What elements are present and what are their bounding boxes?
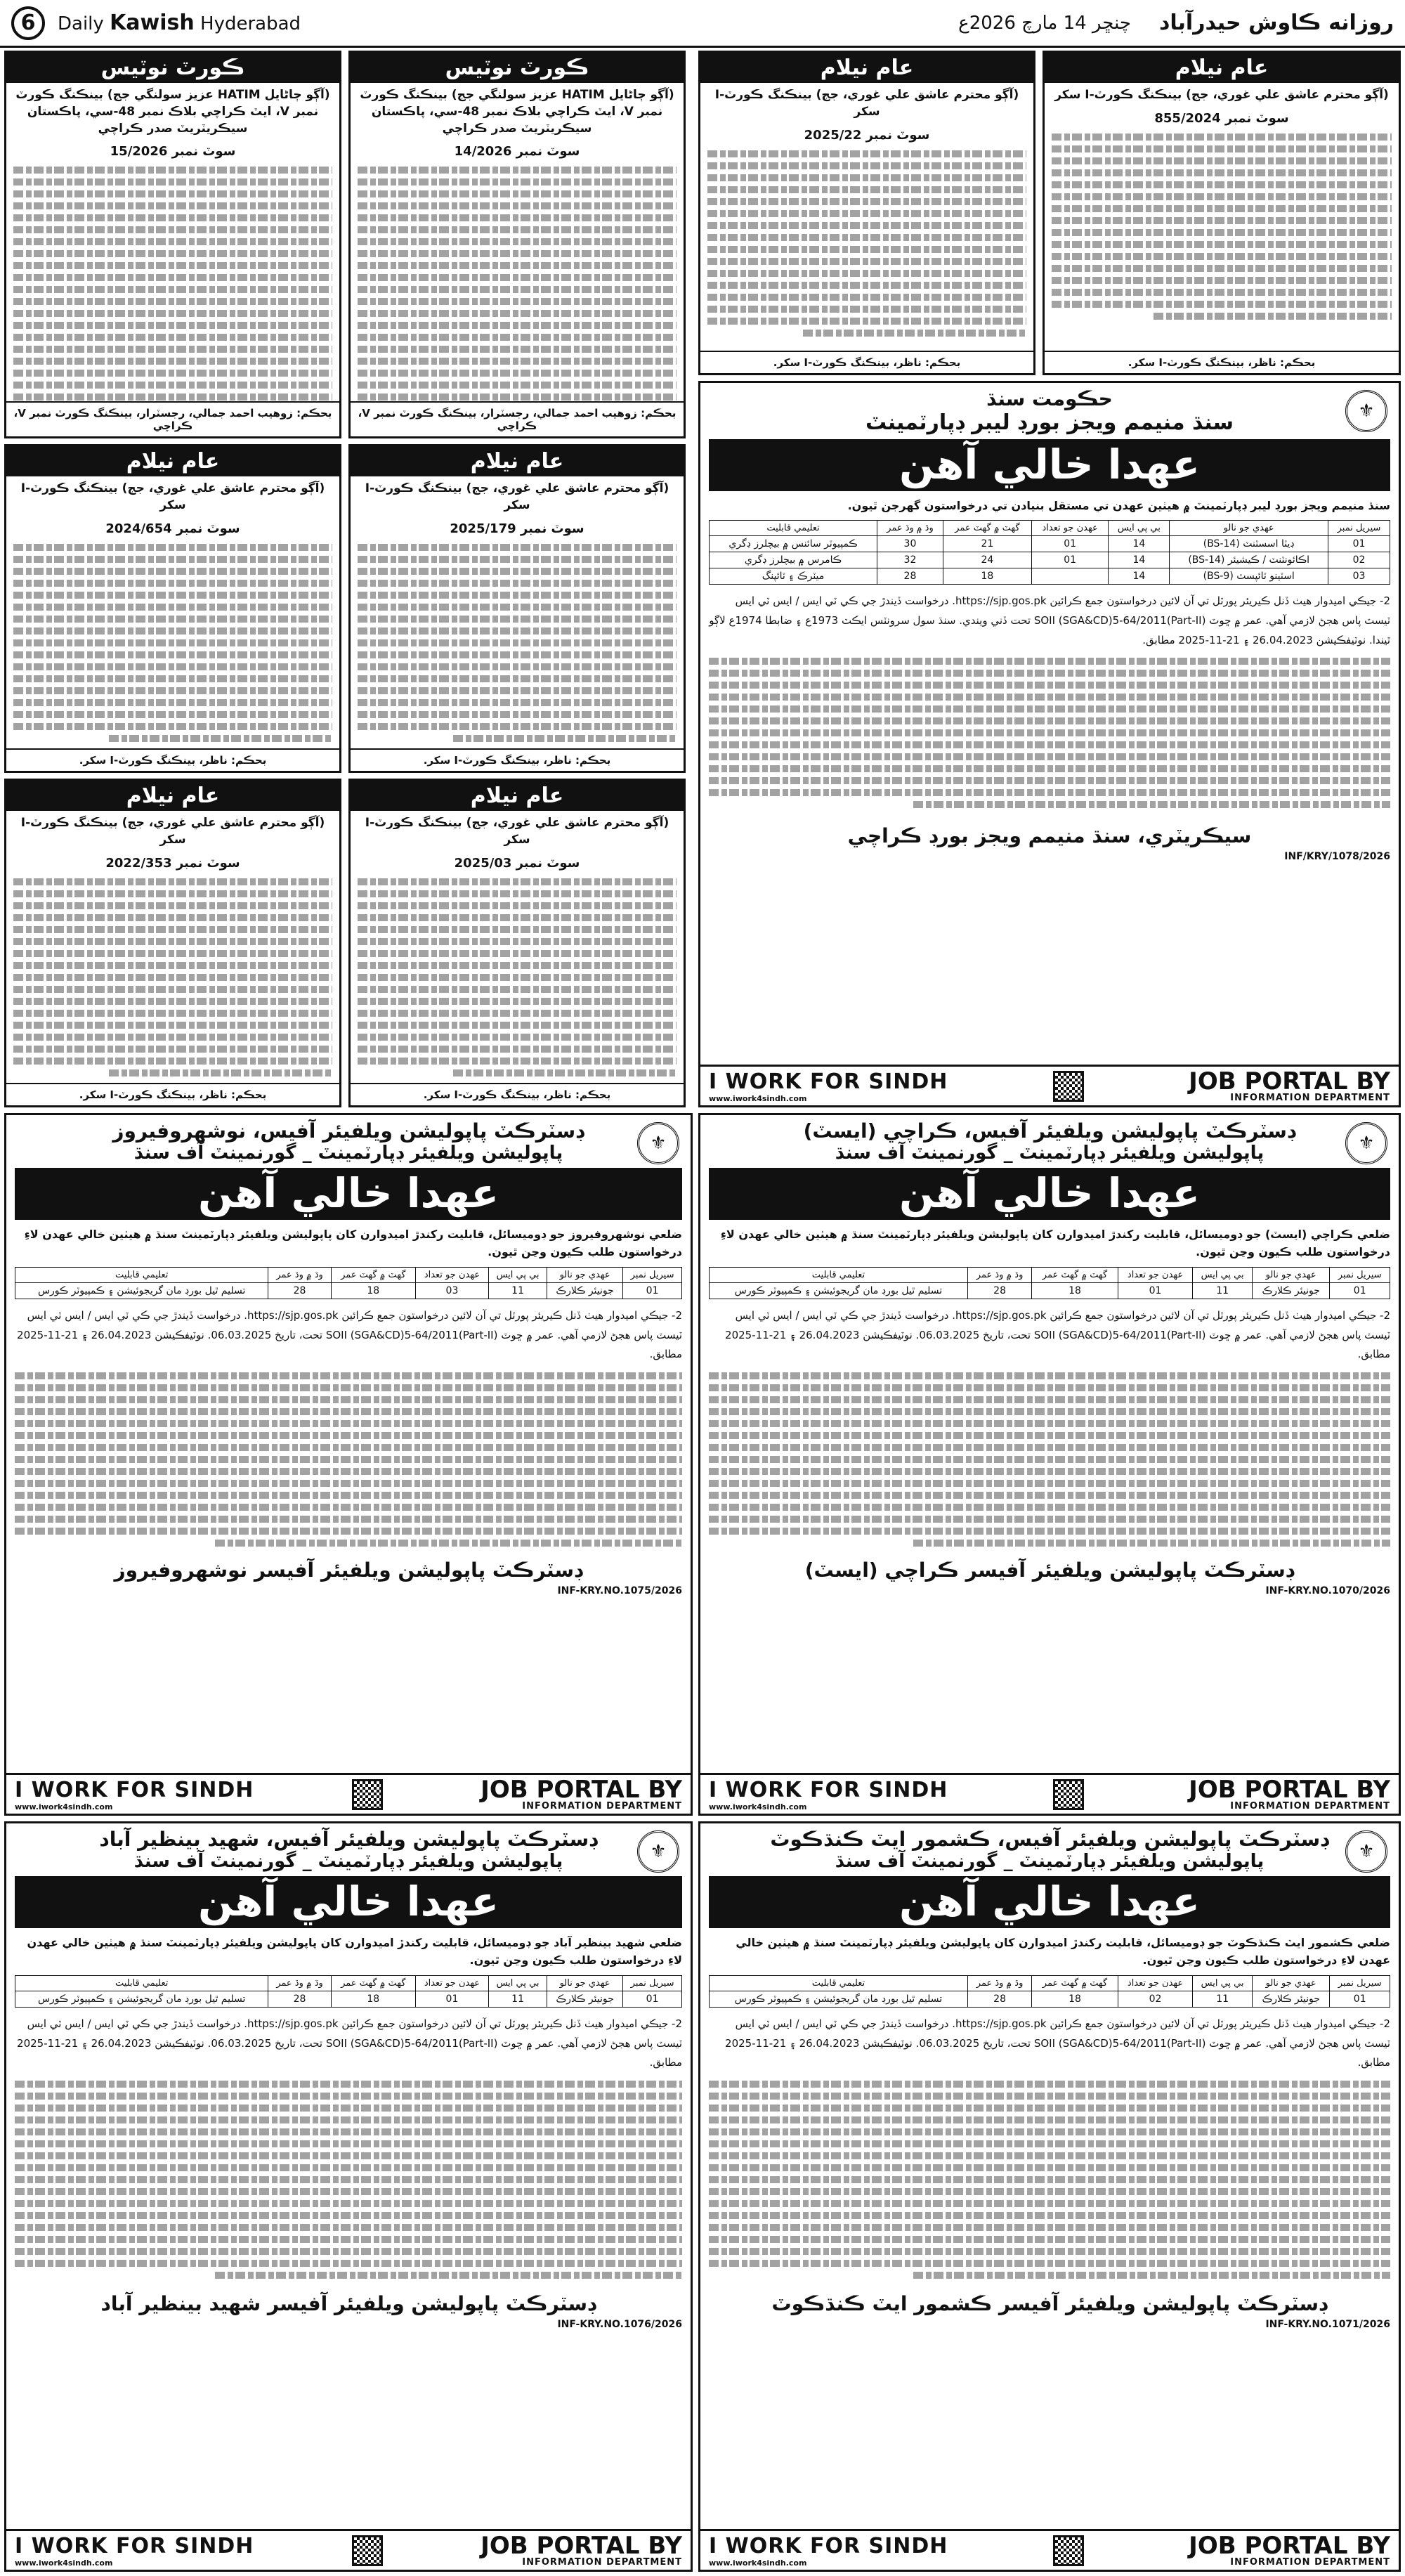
auction-case: سوٽ نمبر 2024/654 [105,521,240,536]
col-header: سيريل نمبر [623,1267,682,1282]
cell: ميٽرڪ ۽ ٽائپنگ [710,568,877,585]
col-header: بي پي ايس [1109,521,1170,536]
auction-body [6,878,339,1076]
ad-organization [6,1115,691,1164]
ad-terms: 2- جيڪي اميدوار هيٺ ڏنل ڪيريئر پورٽل تي آن لائين درخواستون جمع ڪرائين https://sjp.gos.pk. درخواست ڏيندڙ جي ڪي ٽي ايس / ايس ٽي ايس ٽيسٽ پاس هجڻ لازمي آهي. عمر ۾ ڇوٽ SOII (SGA&CD)5-64/2011(Part-II) تحت، تاريخ 06.03.2025. نوٽيفڪيشن 26.04.2023 ۽ 21-11-2025 مطابق. [17,1308,682,1361]
ad-org-line2: پاپوليشن ويلفيئر ڊپارٽمينٽ _ گورنمينٽ آف سنڌ [835,1851,1264,1872]
portal-right-text: JOB PORTAL BY [1189,1067,1390,1095]
masthead-city: Hyderabad [200,13,301,34]
vacancy-banner: عهدا خالي آهن [709,439,1390,491]
ad-organization [700,1115,1399,1164]
col-header: بي پي ايس [1193,1267,1253,1282]
portal-right-text: JOB PORTAL BY [481,1776,682,1804]
portal-left-text: I WORK FOR SINDH [709,1777,948,1802]
cell: تسليم ٿيل بورڊ مان گريجوئيشن ۽ ڪمپيوٽر ڪورس [710,1991,968,2007]
col-header: تعليمي قابليت [15,1975,268,1991]
job-portal-banner [700,1773,1399,1814]
auction-title: عام نيلام [351,781,684,811]
qr-code-icon [352,2535,383,2566]
auction-subheading: (آڳو محترم عاشق علي غوري، جج) بينڪنگ ڪورٽ-I سکر [1054,88,1389,102]
cell: 01 [1031,552,1109,568]
cell: 14 [1109,552,1170,568]
ad-signature: سيڪريٽري، سنڌ منيمم ويجز بورڊ ڪراچي [847,824,1252,848]
cell: 30 [877,536,943,552]
ad-org-line2: سنڌ منيمم ويجز بورڊ ليبر ڊپارٽمينٽ [865,410,1234,435]
cell: 03 [415,1282,488,1299]
col-header: گهٽ ۾ گهٽ عمر [331,1267,415,1282]
court-notice-subheading: (آڳو ڄاڻايل HATIM عزيز سولنگي جج) بينڪنگ ڪورٽ نمبر V، ايٽ ڪراچي بلاڪ نمبر 48-سي، پاڪستان سيڪريٽريٽ صدر ڪراچي [360,88,674,136]
auction-case: سوٽ نمبر 2025/03 [454,855,580,871]
auction-body [351,544,684,742]
auction-subheading: (آڳو محترم عاشق علي غوري، جج) بينڪنگ ڪورٽ-I سکر [365,816,669,847]
col-header: تعليمي قابليت [710,1267,968,1282]
table-row [15,1991,682,2007]
page-number: 6 [11,6,45,40]
cell: ڪامرس ۾ بيچلرز ڊگري [710,552,877,568]
auction-footer: بحڪم: ناظر، بينڪنگ ڪورٽ-I سکر. [351,1083,684,1105]
court-notice-body [351,167,684,412]
cell: اسٽينو ٽائپسٽ (BS-9) [1170,568,1328,585]
court-notice-case: سوٽ نمبر 15/2026 [110,144,236,160]
auction-title: عام نيلام [6,781,339,811]
portal-left [709,1069,948,1103]
vacancy-table [15,1975,682,2008]
portal-url: www.iwork4sindh.com [709,1093,807,1103]
portal-right [481,2534,682,2567]
auction-footer: بحڪم: ناظر، بينڪنگ ڪورٽ-I سکر. [6,748,339,771]
col-header: عهدن جو تعداد [415,1975,488,1991]
court-notice-footer: بحڪم: زوهيب احمد جمالي، رجسٽرار، بينڪنگ ڪورٽ نمبر V، ڪراچي [351,401,684,436]
cell: تسليم ٿيل بورڊ مان گريجوئيشن ۽ ڪمپيوٽر ڪورس [15,1991,268,2007]
vacancy-banner: عهدا خالي آهن [709,1168,1390,1220]
col-header: عهدن جو تعداد [1118,1975,1193,1991]
portal-left [15,1778,254,1811]
cell: 28 [877,568,943,585]
cell: جونيئر ڪلارڪ [1252,1282,1329,1299]
auction-notice-5 [4,779,341,1107]
masthead-kawish: Kawish [110,11,195,35]
cell: جونيئر ڪلارڪ [547,1282,622,1299]
portal-dept: INFORMATION DEPARTMENT [522,2557,682,2568]
col-header: وڌ ۾ وڌ عمر [268,1267,331,1282]
court-notice-1 [4,51,341,438]
col-header: عهدي جو نالو [1170,521,1328,536]
job-portal-banner [700,1065,1399,1105]
col-header: عهدي جو نالو [1252,1267,1329,1282]
cell: 32 [877,552,943,568]
court-notice-footer: بحڪم: زوهيب احمد جمالي، رجسٽرار، بينڪنگ ڪورٽ نمبر V، ڪراچي [6,401,339,436]
table-row [710,1991,1390,2007]
col-header: گهٽ ۾ گهٽ عمر [1032,1975,1118,1991]
job-portal-banner [6,1773,691,1814]
auction-case: سوٽ نمبر 2022/353 [105,855,240,871]
cell: 24 [943,552,1031,568]
auction-notice-4 [348,444,686,773]
court-notice-body [6,167,339,412]
cell: 14 [1109,568,1170,585]
auction-body [1045,134,1399,320]
court-notice-subheading: (آڳو ڄاڻايل HATIM عزيز سولنگي جج) بينڪنگ ڪورٽ نمبر V، ايٽ ڪراچي بلاڪ نمبر 48-سي، پاڪستان سيڪريٽريٽ صدر ڪراچي [15,88,330,136]
col-header: بي پي ايس [489,1975,547,1991]
portal-left [15,2534,254,2568]
ad-org-line1: ڊسٽرڪٽ پاپوليشن ويلفيئر آفيس، شهيد بينظير آباد [99,1828,598,1851]
col-header: وڌ ۾ وڌ عمر [268,1975,331,1991]
vacancy-banner: عهدا خالي آهن [15,1876,682,1928]
job-ad-karachi-east [698,1113,1401,1816]
col-header: تعليمي قابليت [15,1267,268,1282]
vacancy-table [709,1267,1390,1299]
portal-right [1189,2534,1390,2567]
auction-notice-1 [698,51,1035,375]
col-header: سيريل نمبر [1330,1975,1390,1991]
portal-right-text: JOB PORTAL BY [1189,1776,1390,1804]
col-header: عهدي جو نالو [1252,1975,1329,1991]
ad-org-line2: پاپوليشن ويلفيئر ڊپارٽمينٽ _ گورنمينٽ آف سنڌ [133,1851,563,1872]
cell: ڊيٽا اسسٽنٽ (BS-14) [1170,536,1328,552]
masthead-left [58,11,301,35]
cell: 02 [1328,552,1390,568]
col-header: تعليمي قابليت [710,521,877,536]
auction-case: سوٽ نمبر 2025/22 [804,127,930,143]
cell: 28 [268,1991,331,2007]
portal-left-text: I WORK FOR SINDH [709,1069,948,1094]
col-header: سيريل نمبر [623,1975,682,1991]
ad-terms: 2- جيڪي اميدوار هيٺ ڏنل ڪيريئر پورٽل تي آن لائين درخواستون جمع ڪرائين https://sjp.gos.pk. درخواست ڏيندڙ جي ڪي ٽي ايس / ايس ٽي ايس ٽيسٽ پاس هجڻ لازمي آهي. عمر ۾ ڇوٽ SOII (SGA&CD)5-64/2011(Part-II) تحت، تاريخ 06.03.2025. نوٽيفڪيشن 26.04.2023 ۽ 21-11-2025 مطابق. [725,2017,1390,2069]
cell: 01 [1118,1282,1193,1299]
court-notice-2 [348,51,686,438]
ad-org-line1: ڊسٽرڪٽ پاپوليشن ويلفيئر آفيس، ڪشمور ايٽ ڪنڌڪوٽ [770,1828,1329,1851]
qr-code-icon [352,1779,383,1810]
ad-reference: INF-KRY.NO.1076/2026 [557,2319,682,2331]
ad-terms-lines [700,658,1399,808]
col-header: بي پي ايس [1193,1975,1253,1991]
table-row [15,1282,682,1299]
auction-title: عام نيلام [1045,53,1399,83]
col-header: بي پي ايس [489,1267,547,1282]
qr-code-icon [1053,1071,1084,1102]
auction-notice-3 [4,444,341,773]
portal-dept: INFORMATION DEPARTMENT [1230,2557,1390,2568]
ad-terms-lines [700,1372,1399,1547]
col-header: عهدي جو نالو [547,1267,622,1282]
court-notice-case: سوٽ نمبر 14/2026 [454,144,580,160]
portal-left-text: I WORK FOR SINDH [709,2533,948,2558]
cell: 28 [967,1282,1031,1299]
portal-left-text: I WORK FOR SINDH [15,2533,254,2558]
portal-right [1189,1069,1390,1102]
col-header: وڌ ۾ وڌ عمر [967,1267,1031,1282]
ad-org-line1: حڪومت سنڌ [986,387,1113,410]
sindh-emblem-icon: ⚜ [1345,1122,1387,1164]
cell: 14 [1109,536,1170,552]
ad-intro: ضلعي ڪشمور ايٽ ڪنڌڪوٽ جو ڊوميسائل، قابليت رکندڙ اميدوارن کان پاپوليشن ويلفيئر ڊپارٽمينٽ سنڌ ۾ هيٺين خالي عهدن لاءِ درخواستون طلب ڪيون وڃن ٿيون. [736,1935,1390,1967]
sindh-emblem-icon: ⚜ [1345,1830,1387,1873]
cell: اڪائونٽنٽ / ڪيشيئر (BS-14) [1170,552,1328,568]
cell: 01 [623,1282,682,1299]
vacancy-table [709,520,1390,585]
ad-org-line2: پاپوليشن ويلفيئر ڊپارٽمينٽ _ گورنمينٽ آف سنڌ [133,1143,563,1164]
sindh-emblem-icon: ⚜ [637,1830,679,1873]
auction-subheading: (آڳو محترم عاشق علي غوري، جج) بينڪنگ ڪورٽ-I سکر [714,88,1019,119]
auction-body [351,878,684,1076]
col-header: گهٽ ۾ گهٽ عمر [1032,1267,1118,1282]
auction-body [6,544,339,742]
ad-organization [6,1823,691,1872]
col-header: عهدن جو تعداد [415,1267,488,1282]
col-header: وڌ ۾ وڌ عمر [877,521,943,536]
cell: جونيئر ڪلارڪ [1252,1991,1329,2007]
cell: 18 [1032,1991,1118,2007]
col-header: گهٽ ۾ گهٽ عمر [943,521,1031,536]
table-row [710,568,1390,585]
auction-subheading: (آڳو محترم عاشق علي غوري، جج) بينڪنگ ڪورٽ-I سکر [20,816,325,847]
cell: 01 [1330,1282,1390,1299]
cell: تسليم ٿيل بورڊ مان گريجوئيشن ۽ ڪمپيوٽر ڪورس [710,1282,968,1299]
cell: 01 [1328,536,1390,552]
portal-url: www.iwork4sindh.com [709,1802,807,1811]
cell: تسليم ٿيل بورڊ مان گريجوئيشن ۽ ڪمپيوٽر ڪورس [15,1282,268,1299]
col-header: عهدن جو تعداد [1118,1267,1193,1282]
cell: 11 [489,1282,547,1299]
auction-case: سوٽ نمبر 2025/179 [450,521,584,536]
auction-subheading: (آڳو محترم عاشق علي غوري، جج) بينڪنگ ڪورٽ-I سکر [20,481,325,512]
portal-left-text: I WORK FOR SINDH [15,1777,254,1802]
ad-signature: ڊسٽرڪٽ پاپوليشن ويلفيئر آفيسر ڪشمور ايٽ ڪنڌڪوٽ [771,2292,1328,2316]
cell: 21 [943,536,1031,552]
cell: 28 [268,1282,331,1299]
portal-right-text: JOB PORTAL BY [481,2532,682,2560]
col-header: سيريل نمبر [1328,521,1390,536]
ad-terms-lines [6,1372,691,1547]
ad-reference: INF/KRY/1078/2026 [1284,851,1390,863]
cell: ڪمپيوٽر سائنس ۾ بيچلرز ڊگري [710,536,877,552]
portal-url: www.iwork4sindh.com [15,1802,113,1811]
portal-url: www.iwork4sindh.com [15,2558,113,2568]
table-row [710,1282,1390,1299]
cell: 18 [1032,1282,1118,1299]
col-header: وڌ ۾ وڌ عمر [967,1975,1031,1991]
ad-terms-lines [6,2081,691,2279]
job-ad-kashmore [698,1821,1401,2572]
portal-right-text: JOB PORTAL BY [1189,2532,1390,2560]
col-header: سيريل نمبر [1330,1267,1390,1282]
ad-reference: INF-KRY.NO.1075/2026 [557,1585,682,1597]
cell [1031,568,1109,585]
qr-code-icon [1053,1779,1084,1810]
court-notice-title: ڪورٽ نوٽيس [6,53,339,83]
ad-terms: 2- جيڪي اميدوار هيٺ ڏنل ڪيريئر پورٽل تي آن لائين درخواستون جمع ڪرائين https://sjp.gos.pk. درخواست ڏيندڙ جي ڪي ٽي ايس / ايس ٽي ايس ٽيسٽ پاس هجڻ لازمي آهي. عمر ۾ ڇوٽ SOII (SGA&CD)5-64/2011(Part-II) تحت، تاريخ 06.03.2025. نوٽيفڪيشن 26.04.2023 ۽ 21-11-2025 مطابق. [17,2017,682,2069]
portal-dept: INFORMATION DEPARTMENT [1230,1093,1390,1103]
auction-case: سوٽ نمبر 855/2024 [1154,110,1289,126]
cell: 28 [967,1991,1031,2007]
ad-intro: ضلعي ڪراچي (ايسٽ) جو ڊوميسائل، قابليت رکندڙ اميدوارن کان پاپوليشن ويلفيئر ڊپارٽمينٽ سنڌ ۾ هيٺين خالي عهدن لاءِ درخواستون طلب ڪيون وڃن ٿيون. [720,1227,1390,1259]
vacancy-banner: عهدا خالي آهن [709,1876,1390,1928]
masthead-daily: Daily [58,13,104,34]
issue-date: چنڇر 14 مارچ 2026ع [958,12,1131,34]
job-ad-shaheed-benazirabad [4,1821,693,2572]
auction-body [700,150,1033,337]
ad-org-line1: ڊسٽرڪٽ پاپوليشن ويلفيئر آفيس، نوشهروفيروز [112,1119,584,1143]
auction-notice-6 [348,779,686,1107]
vacancy-banner: عهدا خالي آهن [15,1168,682,1220]
auction-footer: بحڪم: ناظر، بينڪنگ ڪورٽ-I سکر. [6,1083,339,1105]
job-ad-minimum-wages [698,381,1401,1107]
ad-terms-lines [700,2081,1399,2279]
ad-org-line2: پاپوليشن ويلفيئر ڊپارٽمينٽ _ گورنمينٽ آف سنڌ [835,1143,1264,1164]
portal-left [709,1778,948,1811]
cell: 18 [331,1991,415,2007]
ad-signature: ڊسٽرڪٽ پاپوليشن ويلفيئر آفيسر نوشهروفيروز [114,1559,583,1582]
table-row [710,552,1390,568]
auction-footer: بحڪم: ناظر، بينڪنگ ڪورٽ-I سکر. [1045,351,1399,373]
auction-title: عام نيلام [700,53,1033,83]
ad-org-line1: ڊسٽرڪٽ پاپوليشن ويلفيئر آفيس، ڪراچي (ايسٽ) [803,1119,1296,1143]
portal-dept: INFORMATION DEPARTMENT [522,1801,682,1811]
portal-url: www.iwork4sindh.com [709,2558,807,2568]
cell: 11 [489,1991,547,2007]
ad-organization [700,1823,1399,1872]
portal-right [1189,1778,1390,1811]
auction-subheading: (آڳو محترم عاشق علي غوري، جج) بينڪنگ ڪورٽ-I سکر [365,481,669,512]
ad-intro: سنڌ منيمم ويجز بورڊ ليبر ڊپارٽمينٽ ۾ هيٺين عهدن تي مستقل بنيادن تي درخواستون گهرجن ٿيون. [847,498,1390,512]
job-portal-banner [700,2529,1399,2570]
cell: 11 [1193,1282,1253,1299]
cell: 18 [331,1282,415,1299]
cell: 01 [415,1991,488,2007]
ad-organization [700,383,1399,435]
col-header: تعليمي قابليت [710,1975,968,1991]
ad-reference: INF-KRY.NO.1070/2026 [1265,1585,1390,1597]
ad-intro: ضلعي نوشهروفيروز جو ڊوميسائل، قابليت رکندڙ اميدوارن کان پاپوليشن ويلفيئر ڊپارٽمينٽ سنڌ ۾ هيٺين خالي عهدن لاءِ درخواستون طلب ڪيون وڃن ٿيون. [24,1227,682,1259]
cell: 11 [1193,1991,1253,2007]
auction-footer: بحڪم: ناظر، بينڪنگ ڪورٽ-I سکر. [700,351,1033,373]
ad-reference: INF-KRY.NO.1071/2026 [1265,2319,1390,2331]
portal-right [481,1778,682,1811]
ad-terms: 2- جيڪي اميدوار هيٺ ڏنل ڪيريئر پورٽل تي آن لائين درخواستون جمع ڪرائين https://sjp.gos.pk. درخواست ڏيندڙ جي ڪي ٽي ايس / ايس ٽي ايس ٽيسٽ پاس هجڻ لازمي آهي. عمر ۾ ڇوٽ SOII (SGA&CD)5-64/2011(Part-II) تحت، تاريخ 06.03.2025. نوٽيفڪيشن 26.04.2023 ۽ 21-11-2025 مطابق. [725,1308,1390,1361]
cell: 01 [623,1991,682,2007]
cell: 01 [1031,536,1109,552]
ad-signature: ڊسٽرڪٽ پاپوليشن ويلفيئر آفيسر ڪراچي (ايسٽ) [804,1559,1295,1582]
job-portal-banner [6,2529,691,2570]
table-row [710,536,1390,552]
cell: 03 [1328,568,1390,585]
cell: جونيئر ڪلارڪ [547,1991,622,2007]
vacancy-table [709,1975,1390,2008]
cell: 02 [1118,1991,1193,2007]
ad-intro: ضلعي شهيد بينظير آباد جو ڊوميسائل، قابليت رکندڙ اميدوارن کان پاپوليشن ويلفيئر ڊپارٽمينٽ سنڌ ۾ هيٺين خالي عهدن لاءِ درخواستون طلب ڪيون وڃن ٿيون. [27,1935,682,1967]
court-notice-title: ڪورٽ نوٽيس [351,53,684,83]
ad-signature: ڊسٽرڪٽ پاپوليشن ويلفيئر آفيسر شهيد بينظير آباد [100,2292,596,2316]
sindh-emblem-icon: ⚜ [1345,390,1387,432]
masthead-right: روزانه ڪاوش حيدرآباد [1158,11,1394,35]
portal-left [709,2534,948,2568]
col-header: گهٽ ۾ گهٽ عمر [331,1975,415,1991]
col-header: عهدي جو نالو [547,1975,622,1991]
ad-terms: 2- جيڪي اميدوار هيٺ ڏنل ڪيريئر پورٽل تي آن لائين درخواستون جمع ڪرائين https://sjp.gos.pk. درخواست ڏيندڙ جي ڪي ٽي ايس / ايس ٽي ايس ٽيسٽ پاس هجڻ لازمي آهي. عمر ۾ ڇوٽ SOII (SGA&CD)5-64/2011(Part-II) تحت ڏني ويندي. سنڌ سول سرونٽس ايڪٽ 1973ع ۽ ضابطا 1974ع لاڳو ٿيندا. نوٽيفڪيشن 26.04.2023 ۽ 21-11-2025 مطابق. [709,594,1390,646]
job-ad-naushahro-feroze [4,1113,693,1816]
page-header [0,0,1405,48]
auction-title: عام نيلام [6,446,339,476]
qr-code-icon [1053,2535,1084,2566]
portal-dept: INFORMATION DEPARTMENT [1230,1801,1390,1811]
auction-notice-2 [1043,51,1401,375]
col-header: عهدن جو تعداد [1031,521,1109,536]
auction-title: عام نيلام [351,446,684,476]
sindh-emblem-icon: ⚜ [637,1122,679,1164]
auction-footer: بحڪم: ناظر، بينڪنگ ڪورٽ-I سکر. [351,748,684,771]
vacancy-table [15,1267,682,1299]
cell: 18 [943,568,1031,585]
cell: 01 [1330,1991,1390,2007]
